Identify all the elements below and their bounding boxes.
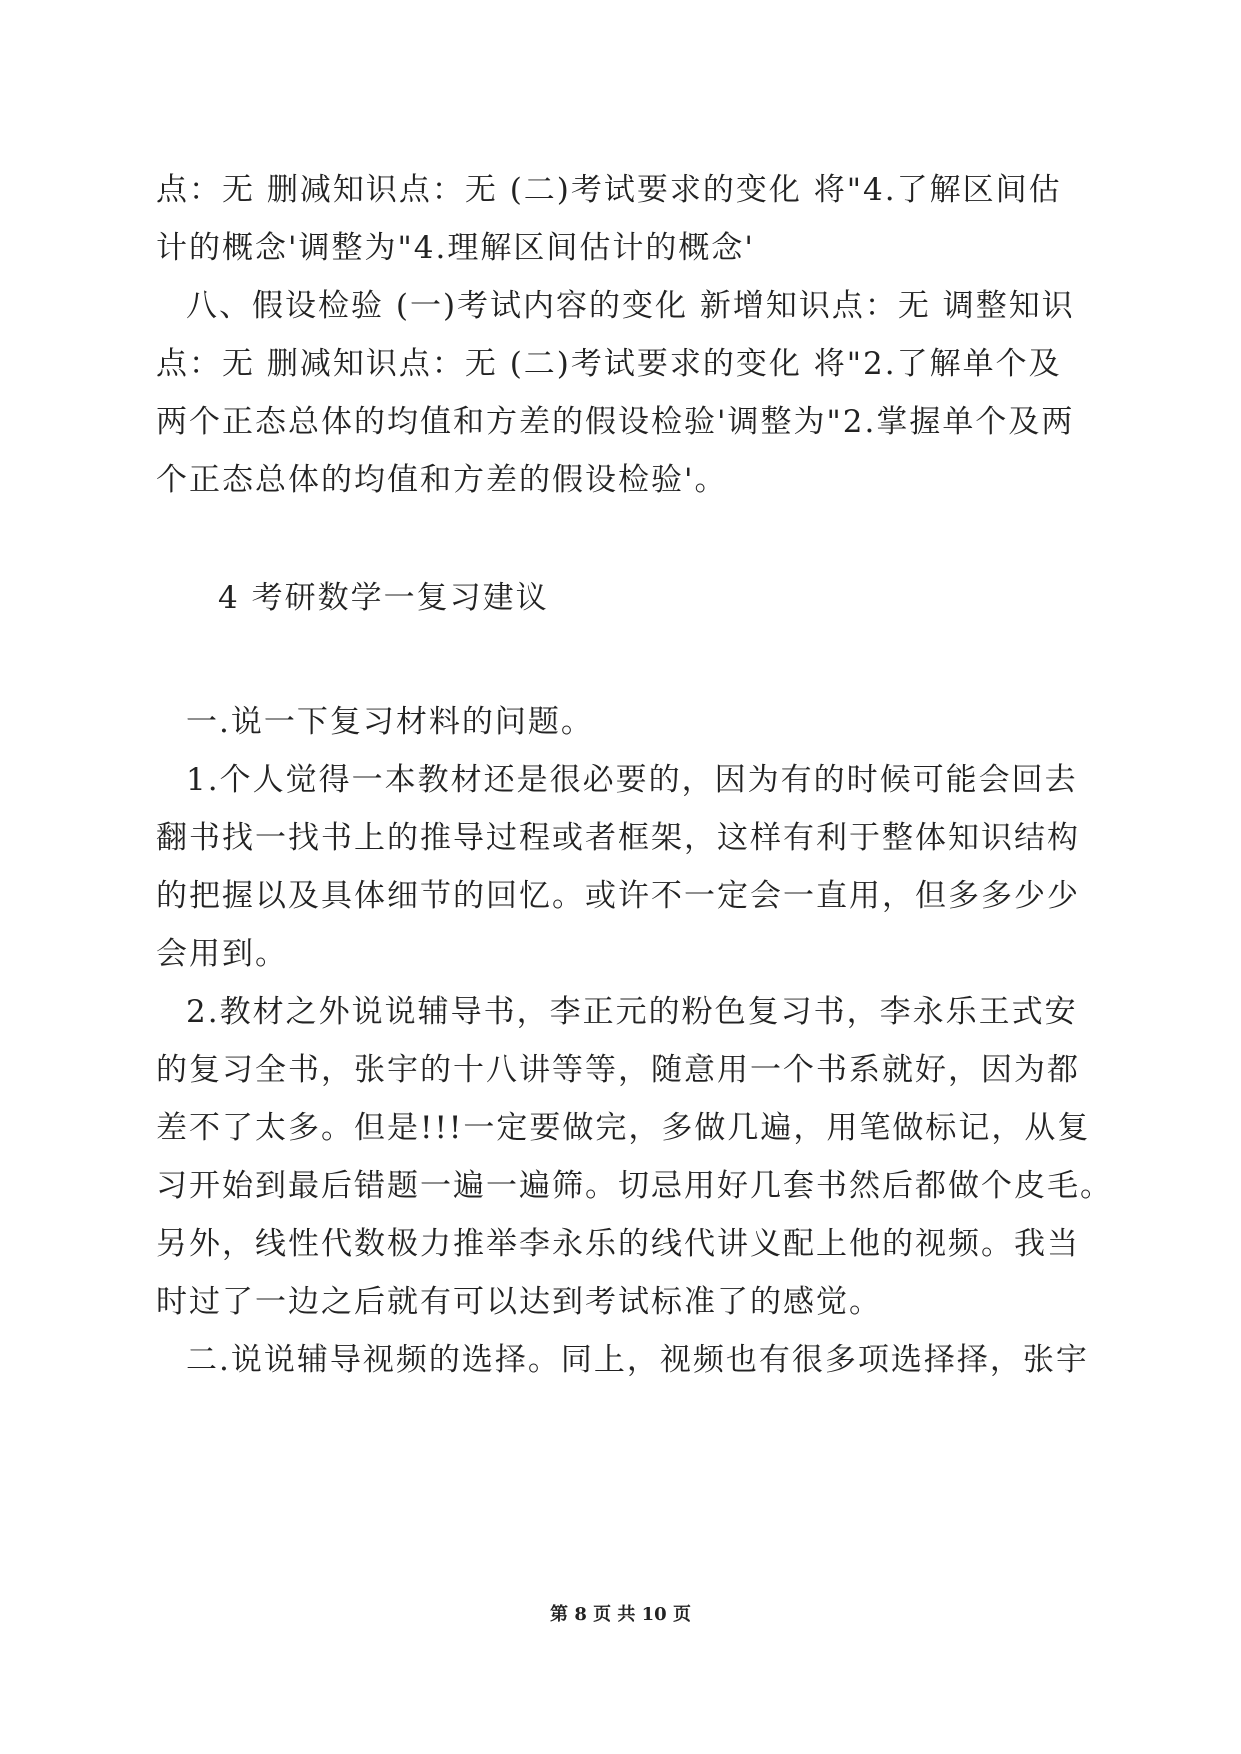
body-line-12: 2.教材之外说说辅导书，李正元的粉色复习书，李永乐王式安: [186, 994, 1078, 1030]
body-line-10: 的把握以及具体细节的回忆。或许不一定会一直用，但多多少少: [156, 878, 1080, 914]
body-line-3: 八、假设检验 (一)考试内容的变化 新增知识点：无 调整知识: [186, 288, 1075, 324]
body-line-5: 两个正态总体的均值和方差的假设检验'调整为"2.掌握单个及两: [156, 404, 1075, 440]
body-line-9: 翻书找一找书上的推导过程或者框架，这样有利于整体知识结构: [156, 820, 1080, 856]
body-line-7: 一.说一下复习材料的问题。: [186, 704, 594, 740]
body-line-13: 的复习全书，张宇的十八讲等等，随意用一个书系就好，因为都: [156, 1052, 1080, 1088]
section-heading: 4 考研数学一复习建议: [218, 580, 549, 616]
body-line-2: 计的概念'调整为"4.理解区间估计的概念': [156, 230, 755, 266]
body-line-18: 二.说说辅导视频的选择。同上，视频也有很多项选择择，张宇: [186, 1342, 1089, 1378]
body-line-4: 点：无 删减知识点：无 (二)考试要求的变化 将"2.了解单个及: [156, 346, 1062, 382]
body-line-17: 时过了一边之后就有可以达到考试标准了的感觉。: [156, 1284, 882, 1320]
body-line-15: 习开始到最后错题一遍一遍筛。切忌用好几套书然后都做个皮毛。: [156, 1168, 1113, 1204]
body-line-1: 点：无 删减知识点：无 (二)考试要求的变化 将"4.了解区间估: [156, 172, 1062, 208]
body-line-8: 1.个人觉得一本教材还是很必要的，因为有的时候可能会回去: [186, 762, 1078, 798]
body-line-14: 差不了太多。但是!!!一定要做完，多做几遍，用笔做标记，从复: [156, 1110, 1091, 1146]
body-line-6: 个正态总体的均值和方差的假设检验'。: [156, 462, 728, 498]
page-number-footer: 第 8 页 共 10 页: [550, 1604, 691, 1625]
body-line-11: 会用到。: [156, 936, 288, 972]
body-line-16: 另外，线性代数极力推举李永乐的线代讲义配上他的视频。我当: [156, 1226, 1080, 1262]
